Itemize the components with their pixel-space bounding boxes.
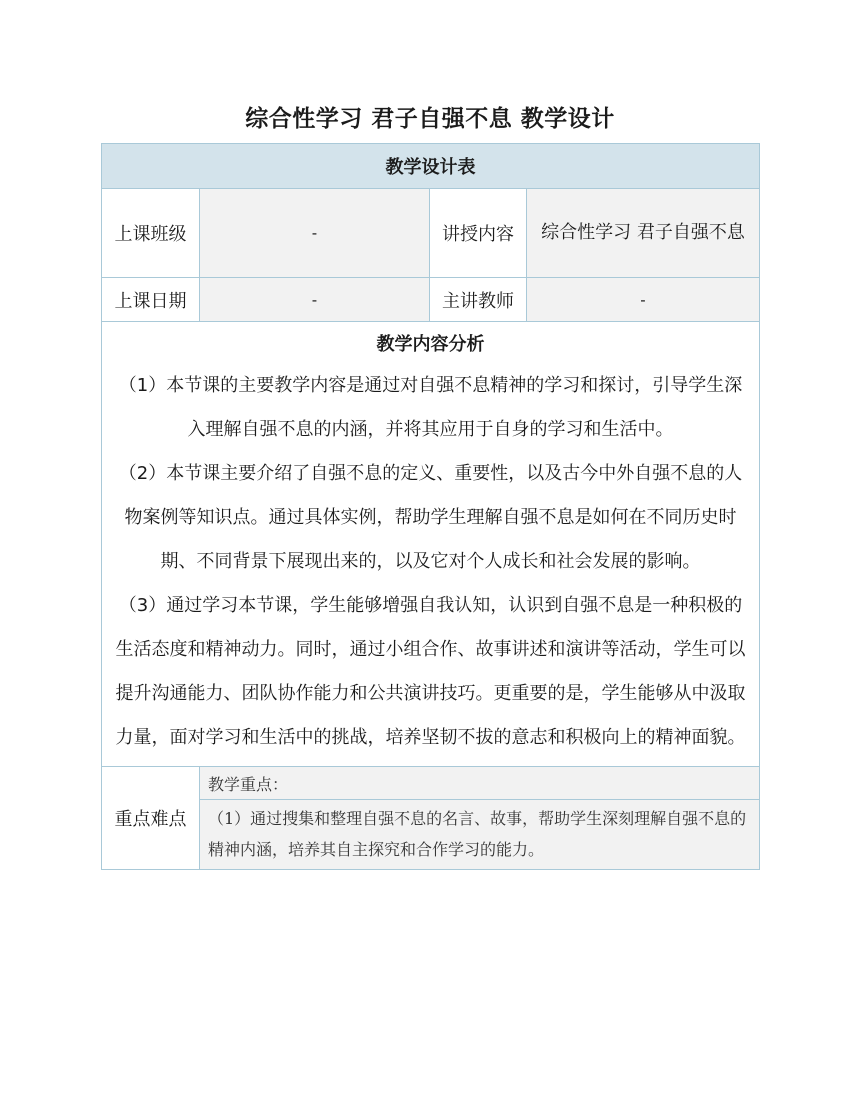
analysis-paragraph: （3）通过学习本节课，学生能够增强自我认知，认识到自强不息是一种积极的生活态度和精神动力。同时，通过小组合作、故事讲述和演讲等活动，学生可以提升沟通能力、团队协作能力和公共演讲技巧。更重要的是，学生能够从中汲取力量，面对学习和生活中的挑战，培养坚韧不拔的意志和积极向上的精神面貌。: [115, 595, 746, 748]
table-header: 教学设计表: [102, 144, 760, 189]
analysis-heading: 教学内容分析: [376, 334, 485, 355]
table-header-row: [102, 144, 760, 189]
lesson-plan-table: [101, 143, 760, 870]
date-value: -: [200, 278, 430, 322]
content-value: 综合性学习 君子自强不息: [527, 189, 760, 278]
date-label: 上课日期: [102, 278, 200, 322]
content-label: 讲授内容: [430, 189, 527, 278]
class-label: 上课班级: [102, 189, 200, 278]
analysis-paragraph: （2）本节课主要介绍了自强不息的定义、重要性，以及古今中外自强不息的人物案例等知识点。通过具体实例，帮助学生理解自强不息是如何在不同历史时期、不同背景下展现出来的，以及它对个人成长和社会发展的影响。: [118, 463, 743, 572]
teacher-value: -: [527, 278, 760, 322]
analysis-row: [102, 322, 760, 767]
key-points-item-row: [102, 800, 760, 870]
teacher-label: 主讲教师: [430, 278, 527, 322]
key-points-subheading: 教学重点：: [200, 767, 760, 800]
table-row: [102, 189, 760, 278]
key-points-label: 重点难点: [102, 767, 200, 870]
analysis-cell: [102, 322, 760, 767]
key-points-item: （1）通过搜集和整理自强不息的名言、故事，帮助学生深刻理解自强不息的精神内涵，培养其自主探究和合作学习的能力。: [200, 800, 760, 870]
class-value: -: [200, 189, 430, 278]
analysis-paragraph: （1）本节课的主要教学内容是通过对自强不息精神的学习和探讨，引导学生深入理解自强不息的内涵，并将其应用于自身的学习和生活中。: [118, 375, 743, 440]
table-row: [102, 278, 760, 322]
document-title: 综合性学习 君子自强不息 教学设计: [245, 106, 615, 132]
key-points-row: [102, 767, 760, 800]
